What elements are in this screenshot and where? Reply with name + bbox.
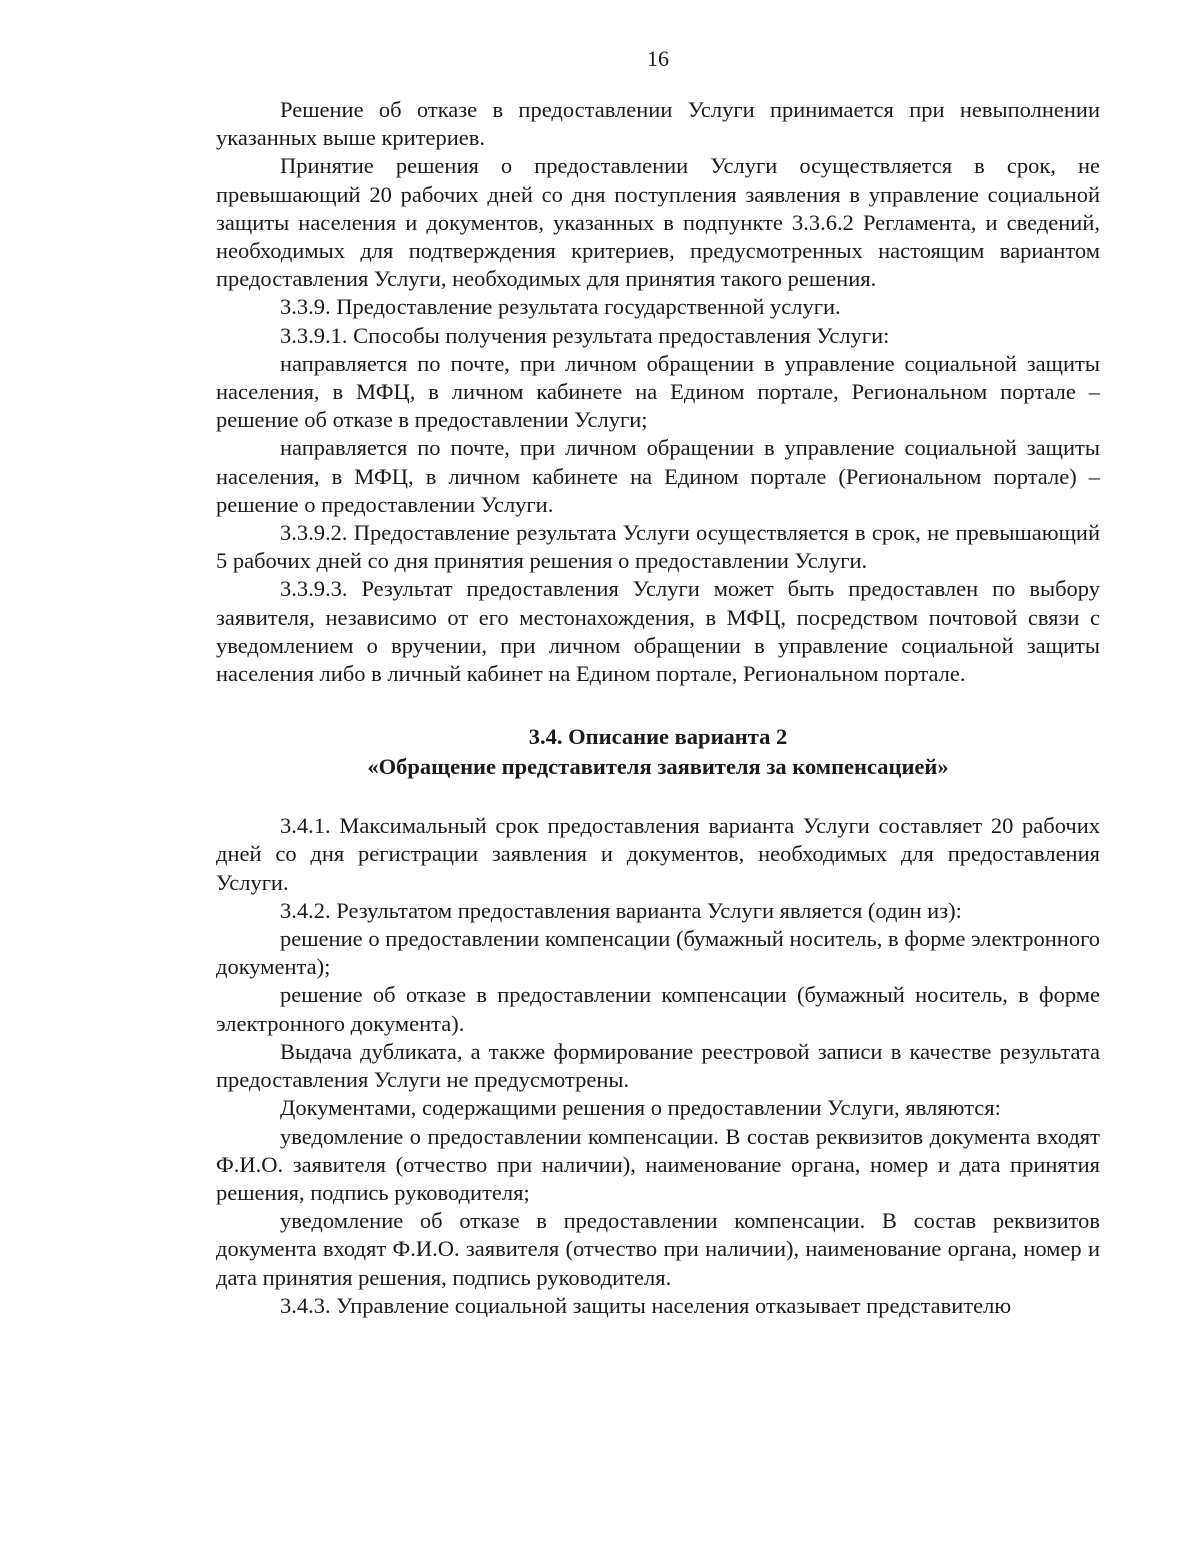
paragraph: 3.4.2. Результатом предоставления варианта Услуги является (один из): [280,897,962,923]
paragraph: Документами, содержащими решения о предоставлении Услуги, являются: [280,1095,1001,1121]
paragraph: уведомление о предоставлении компенсации. В состав реквизитов документа входят Ф.И.О. заявителя (отчество при наличии), наименование органа, номер и дата принятия решения, подпись руководителя; [216,1123,1100,1205]
paragraph: направляется по почте, при личном обращении в управление социальной защиты населения, в МФЦ, в личном кабинете на Едином портале, Региональном портале – решение об отказе в предоставлении Услуги; [216,350,1100,433]
paragraph: 3.4.3. Управление социальной защиты населения отказывает представителю [280,1292,1012,1318]
paragraph: 3.4.1. Максимальный срок предоставления варианта Услуги составляет 20 рабочих дней со дня регистрации заявления и документов, необходимых для предоставления Услуги. [216,813,1100,895]
paragraph: 3.3.9.1. Способы получения результата предоставления Услуги: [280,322,890,348]
section-subtitle: «Обращение представителя заявителя за компенсацией» [367,754,949,780]
paragraph: уведомление об отказе в предоставлении компенсации. В состав реквизитов документа входят Ф.И.О. заявителя (отчество при наличии), наименование органа, номер и дата принятия решения, подпись руководителя. [216,1208,1100,1290]
paragraph: решение о предоставлении компенсации (бумажный носитель, в форме электронного документа); [216,926,1100,980]
paragraph: 3.3.9. Предоставление результата государственной услуги. [280,294,841,320]
page-number: 16 [647,46,669,71]
paragraph: 3.3.9.3. Результат предоставления Услуги может быть предоставлен по выбору заявителя, независимо от его местонахождения, в МФЦ, посредством почтовой связи с уведомлением о вручении, при личном обращении в управление социальной защиты населения либо в личный кабинет на Едином портале, Региональном портале. [216,576,1100,687]
section-heading [216,722,1100,782]
paragraph: Выдача дубликата, а также формирование реестровой записи в качестве результата предоставления Услуги не предусмотрены. [216,1038,1100,1093]
paragraph: решение об отказе в предоставлении компенсации (бумажный носитель, в форме электронного документа). [216,982,1100,1036]
paragraph: 3.3.9.2. Предоставление результата Услуги осуществляется в срок, не превышающий 5 рабочих дней со дня принятия решения о предоставлении Услуги. [216,520,1100,574]
paragraph: Принятие решения о предоставлении Услуги осуществляется в срок, не превышающий 20 рабочих дней со дня поступления заявления в управление социальной защиты населения и документов, указанных в подпункте 3.3.6.2 Регламента, и сведений, необходимых для подтверждения критериев, предусмотренных настоящим вариантом предоставления Услуги, необходимых для принятия такого решения. [216,153,1100,292]
paragraph: Решение об отказе в предоставлении Услуги принимается при невыполнении указанных выше критериев. [216,97,1100,151]
section-title: 3.4. Описание варианта 2 [528,724,788,750]
paragraph: направляется по почте, при личном обращении в управление социальной защиты населения, в МФЦ, в личном кабинете на Едином портале (Региональном портале) – решение о предоставлении Услуги. [216,435,1100,517]
document-body [216,96,1100,1320]
